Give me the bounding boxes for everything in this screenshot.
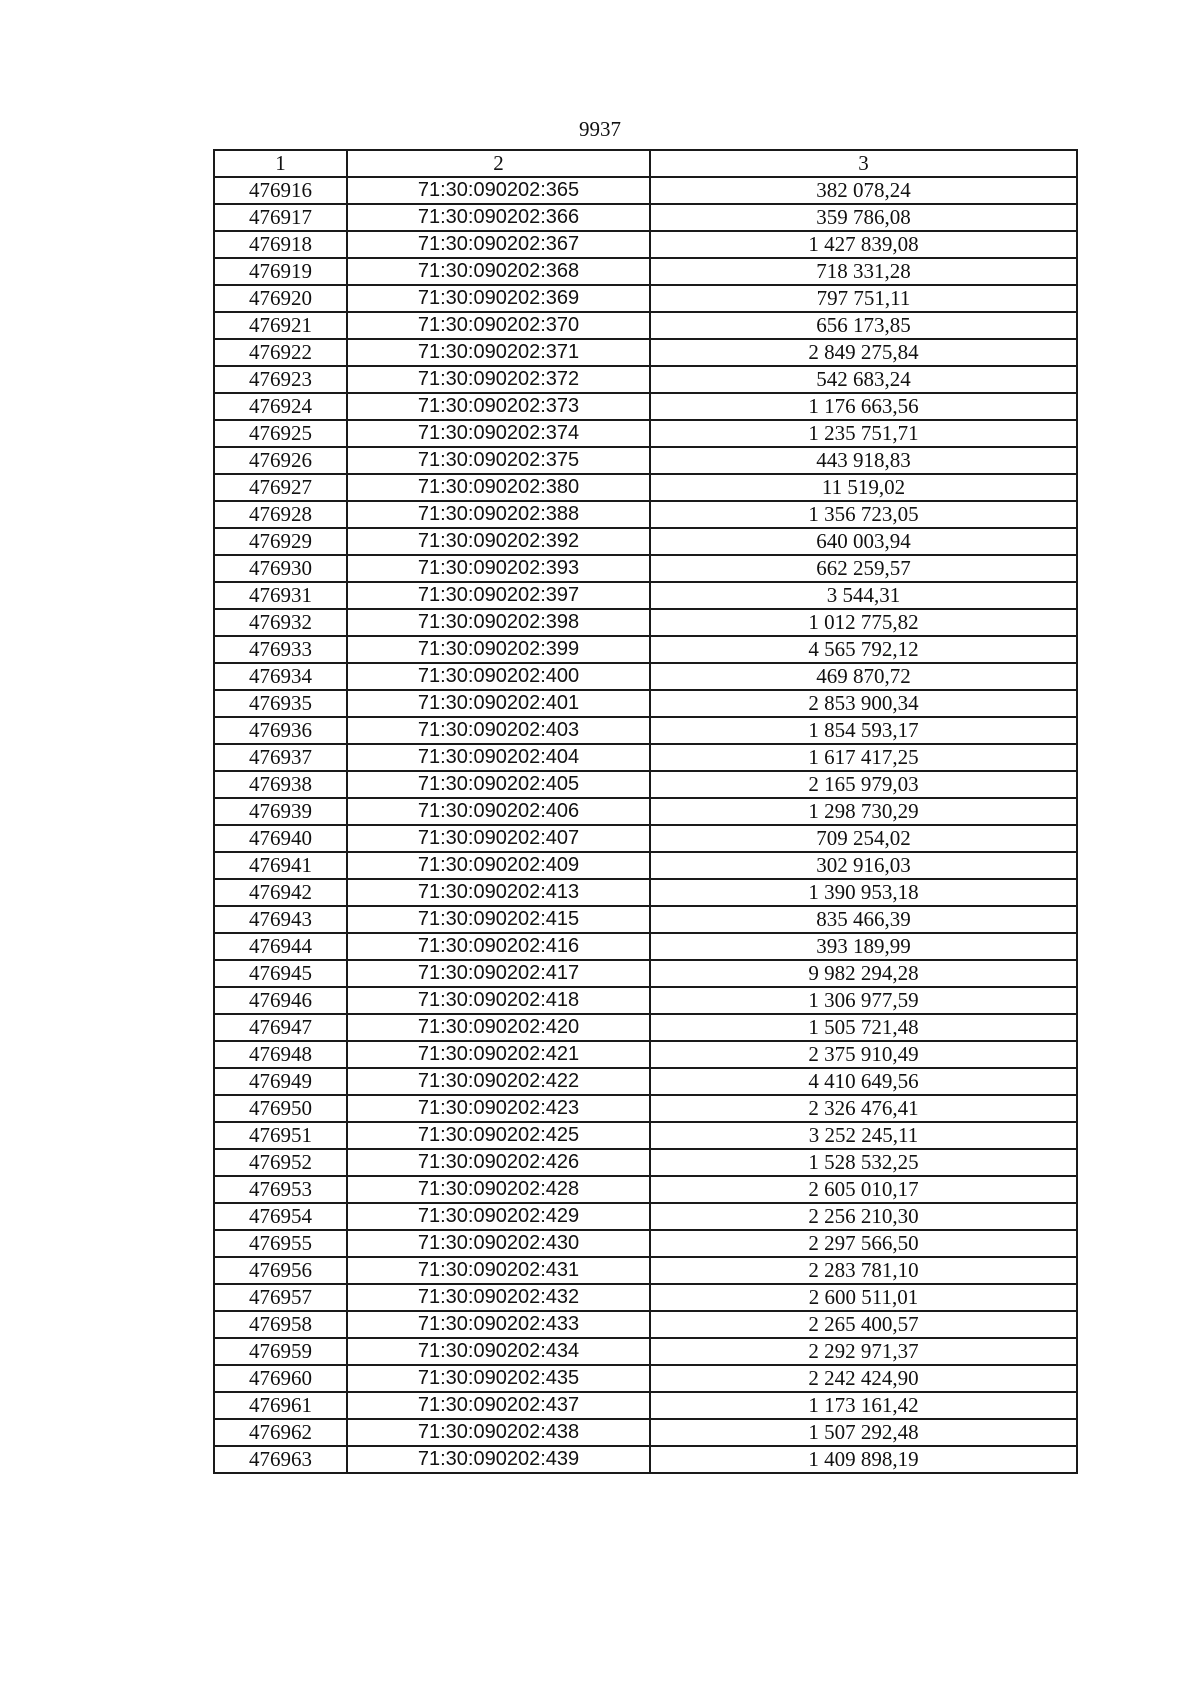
table-row xyxy=(214,1014,1077,1041)
row-number-cell: 476921 xyxy=(214,312,347,339)
cadastral-number-cell: 71:30:090202:373 xyxy=(347,393,650,420)
table-row xyxy=(214,1095,1077,1122)
cadastral-number-cell: 71:30:090202:423 xyxy=(347,1095,650,1122)
row-number-cell: 476949 xyxy=(214,1068,347,1095)
table-row xyxy=(214,744,1077,771)
value-cell: 1 235 751,71 xyxy=(650,420,1077,447)
table-row xyxy=(214,933,1077,960)
table-row xyxy=(214,1338,1077,1365)
cadastral-number-cell: 71:30:090202:439 xyxy=(347,1446,650,1473)
data-table xyxy=(213,149,1078,1474)
value-cell: 1 173 161,42 xyxy=(650,1392,1077,1419)
row-number-cell: 476943 xyxy=(214,906,347,933)
column-header-3: 3 xyxy=(650,150,1077,177)
cadastral-number-cell: 71:30:090202:392 xyxy=(347,528,650,555)
value-cell: 1 507 292,48 xyxy=(650,1419,1077,1446)
value-cell: 4 565 792,12 xyxy=(650,636,1077,663)
table-row xyxy=(214,1149,1077,1176)
row-number-cell: 476960 xyxy=(214,1365,347,1392)
value-cell: 1 427 839,08 xyxy=(650,231,1077,258)
value-cell: 2 849 275,84 xyxy=(650,339,1077,366)
row-number-cell: 476933 xyxy=(214,636,347,663)
cadastral-number-cell: 71:30:090202:417 xyxy=(347,960,650,987)
row-number-cell: 476956 xyxy=(214,1257,347,1284)
row-number-cell: 476941 xyxy=(214,852,347,879)
value-cell: 2 265 400,57 xyxy=(650,1311,1077,1338)
header-row xyxy=(214,150,1077,177)
value-cell: 797 751,11 xyxy=(650,285,1077,312)
cadastral-number-cell: 71:30:090202:421 xyxy=(347,1041,650,1068)
table-row xyxy=(214,609,1077,636)
cadastral-number-cell: 71:30:090202:428 xyxy=(347,1176,650,1203)
cadastral-number-cell: 71:30:090202:438 xyxy=(347,1419,650,1446)
row-number-cell: 476963 xyxy=(214,1446,347,1473)
column-header-1: 1 xyxy=(214,150,347,177)
table-row xyxy=(214,501,1077,528)
table-row xyxy=(214,906,1077,933)
value-cell: 3 252 245,11 xyxy=(650,1122,1077,1149)
value-cell: 443 918,83 xyxy=(650,447,1077,474)
row-number-cell: 476927 xyxy=(214,474,347,501)
value-cell: 640 003,94 xyxy=(650,528,1077,555)
value-cell: 469 870,72 xyxy=(650,663,1077,690)
cadastral-number-cell: 71:30:090202:401 xyxy=(347,690,650,717)
cadastral-number-cell: 71:30:090202:370 xyxy=(347,312,650,339)
table-row xyxy=(214,1419,1077,1446)
table-row xyxy=(214,1365,1077,1392)
row-number-cell: 476955 xyxy=(214,1230,347,1257)
cadastral-number-cell: 71:30:090202:434 xyxy=(347,1338,650,1365)
row-number-cell: 476934 xyxy=(214,663,347,690)
value-cell: 302 916,03 xyxy=(650,852,1077,879)
table-row xyxy=(214,717,1077,744)
value-cell: 1 854 593,17 xyxy=(650,717,1077,744)
value-cell: 1 012 775,82 xyxy=(650,609,1077,636)
row-number-cell: 476953 xyxy=(214,1176,347,1203)
cadastral-number-cell: 71:30:090202:405 xyxy=(347,771,650,798)
row-number-cell: 476916 xyxy=(214,177,347,204)
table-row xyxy=(214,960,1077,987)
row-number-cell: 476923 xyxy=(214,366,347,393)
value-cell: 2 256 210,30 xyxy=(650,1203,1077,1230)
value-cell: 2 375 910,49 xyxy=(650,1041,1077,1068)
value-cell: 2 165 979,03 xyxy=(650,771,1077,798)
table-row xyxy=(214,1284,1077,1311)
cadastral-number-cell: 71:30:090202:415 xyxy=(347,906,650,933)
cadastral-number-cell: 71:30:090202:425 xyxy=(347,1122,650,1149)
table-header xyxy=(214,150,1077,177)
value-cell: 2 292 971,37 xyxy=(650,1338,1077,1365)
cadastral-number-cell: 71:30:090202:407 xyxy=(347,825,650,852)
value-cell: 1 306 977,59 xyxy=(650,987,1077,1014)
row-number-cell: 476918 xyxy=(214,231,347,258)
table-row xyxy=(214,555,1077,582)
cadastral-number-cell: 71:30:090202:369 xyxy=(347,285,650,312)
value-cell: 1 528 532,25 xyxy=(650,1149,1077,1176)
table-row xyxy=(214,393,1077,420)
row-number-cell: 476936 xyxy=(214,717,347,744)
value-cell: 382 078,24 xyxy=(650,177,1077,204)
row-number-cell: 476939 xyxy=(214,798,347,825)
cadastral-number-cell: 71:30:090202:397 xyxy=(347,582,650,609)
row-number-cell: 476944 xyxy=(214,933,347,960)
row-number-cell: 476917 xyxy=(214,204,347,231)
cadastral-number-cell: 71:30:090202:406 xyxy=(347,798,650,825)
table-row xyxy=(214,663,1077,690)
value-cell: 11 519,02 xyxy=(650,474,1077,501)
value-cell: 2 600 511,01 xyxy=(650,1284,1077,1311)
row-number-cell: 476945 xyxy=(214,960,347,987)
table-row xyxy=(214,690,1077,717)
cadastral-number-cell: 71:30:090202:420 xyxy=(347,1014,650,1041)
value-cell: 835 466,39 xyxy=(650,906,1077,933)
cadastral-number-cell: 71:30:090202:435 xyxy=(347,1365,650,1392)
row-number-cell: 476929 xyxy=(214,528,347,555)
value-cell: 2 283 781,10 xyxy=(650,1257,1077,1284)
cadastral-number-cell: 71:30:090202:431 xyxy=(347,1257,650,1284)
row-number-cell: 476942 xyxy=(214,879,347,906)
value-cell: 4 410 649,56 xyxy=(650,1068,1077,1095)
cadastral-number-cell: 71:30:090202:388 xyxy=(347,501,650,528)
table-row xyxy=(214,312,1077,339)
row-number-cell: 476931 xyxy=(214,582,347,609)
cadastral-number-cell: 71:30:090202:375 xyxy=(347,447,650,474)
table-row xyxy=(214,1041,1077,1068)
cadastral-number-cell: 71:30:090202:371 xyxy=(347,339,650,366)
table-row xyxy=(214,258,1077,285)
cadastral-number-cell: 71:30:090202:409 xyxy=(347,852,650,879)
row-number-cell: 476954 xyxy=(214,1203,347,1230)
row-number-cell: 476930 xyxy=(214,555,347,582)
cadastral-number-cell: 71:30:090202:437 xyxy=(347,1392,650,1419)
row-number-cell: 476961 xyxy=(214,1392,347,1419)
row-number-cell: 476937 xyxy=(214,744,347,771)
table-row xyxy=(214,420,1077,447)
cadastral-number-cell: 71:30:090202:365 xyxy=(347,177,650,204)
row-number-cell: 476920 xyxy=(214,285,347,312)
value-cell: 542 683,24 xyxy=(650,366,1077,393)
table-row xyxy=(214,582,1077,609)
row-number-cell: 476951 xyxy=(214,1122,347,1149)
value-cell: 718 331,28 xyxy=(650,258,1077,285)
value-cell: 1 298 730,29 xyxy=(650,798,1077,825)
table-row xyxy=(214,1311,1077,1338)
value-cell: 1 356 723,05 xyxy=(650,501,1077,528)
cadastral-number-cell: 71:30:090202:430 xyxy=(347,1230,650,1257)
row-number-cell: 476926 xyxy=(214,447,347,474)
cadastral-number-cell: 71:30:090202:422 xyxy=(347,1068,650,1095)
row-number-cell: 476925 xyxy=(214,420,347,447)
column-header-2: 2 xyxy=(347,150,650,177)
table-row xyxy=(214,825,1077,852)
row-number-cell: 476962 xyxy=(214,1419,347,1446)
row-number-cell: 476940 xyxy=(214,825,347,852)
row-number-cell: 476924 xyxy=(214,393,347,420)
row-number-cell: 476947 xyxy=(214,1014,347,1041)
value-cell: 709 254,02 xyxy=(650,825,1077,852)
row-number-cell: 476938 xyxy=(214,771,347,798)
cadastral-number-cell: 71:30:090202:413 xyxy=(347,879,650,906)
table-row xyxy=(214,852,1077,879)
table-row xyxy=(214,285,1077,312)
table-row xyxy=(214,1392,1077,1419)
table-row xyxy=(214,1203,1077,1230)
value-cell: 1 617 417,25 xyxy=(650,744,1077,771)
table-row xyxy=(214,1446,1077,1473)
row-number-cell: 476950 xyxy=(214,1095,347,1122)
table-row xyxy=(214,987,1077,1014)
value-cell: 1 390 953,18 xyxy=(650,879,1077,906)
value-cell: 359 786,08 xyxy=(650,204,1077,231)
value-cell: 662 259,57 xyxy=(650,555,1077,582)
cadastral-number-cell: 71:30:090202:403 xyxy=(347,717,650,744)
table-row xyxy=(214,204,1077,231)
row-number-cell: 476946 xyxy=(214,987,347,1014)
row-number-cell: 476928 xyxy=(214,501,347,528)
table-row xyxy=(214,1176,1077,1203)
cadastral-number-cell: 71:30:090202:429 xyxy=(347,1203,650,1230)
row-number-cell: 476932 xyxy=(214,609,347,636)
table-row xyxy=(214,1257,1077,1284)
cadastral-number-cell: 71:30:090202:426 xyxy=(347,1149,650,1176)
value-cell: 2 242 424,90 xyxy=(650,1365,1077,1392)
cadastral-number-cell: 71:30:090202:366 xyxy=(347,204,650,231)
cadastral-number-cell: 71:30:090202:399 xyxy=(347,636,650,663)
cadastral-number-cell: 71:30:090202:372 xyxy=(347,366,650,393)
value-cell: 656 173,85 xyxy=(650,312,1077,339)
cadastral-number-cell: 71:30:090202:398 xyxy=(347,609,650,636)
table-row xyxy=(214,474,1077,501)
value-cell: 1 505 721,48 xyxy=(650,1014,1077,1041)
cadastral-number-cell: 71:30:090202:400 xyxy=(347,663,650,690)
table-row xyxy=(214,798,1077,825)
cadastral-number-cell: 71:30:090202:380 xyxy=(347,474,650,501)
table-row xyxy=(214,177,1077,204)
value-cell: 2 853 900,34 xyxy=(650,690,1077,717)
table-row xyxy=(214,528,1077,555)
row-number-cell: 476922 xyxy=(214,339,347,366)
cadastral-number-cell: 71:30:090202:432 xyxy=(347,1284,650,1311)
value-cell: 1 409 898,19 xyxy=(650,1446,1077,1473)
cadastral-number-cell: 71:30:090202:416 xyxy=(347,933,650,960)
row-number-cell: 476957 xyxy=(214,1284,347,1311)
value-cell: 2 326 476,41 xyxy=(650,1095,1077,1122)
table-row xyxy=(214,1068,1077,1095)
cadastral-number-cell: 71:30:090202:368 xyxy=(347,258,650,285)
table-row xyxy=(214,879,1077,906)
table-row xyxy=(214,231,1077,258)
table-row xyxy=(214,366,1077,393)
value-cell: 3 544,31 xyxy=(650,582,1077,609)
cadastral-number-cell: 71:30:090202:374 xyxy=(347,420,650,447)
table-row xyxy=(214,1230,1077,1257)
table-row xyxy=(214,636,1077,663)
cadastral-number-cell: 71:30:090202:404 xyxy=(347,744,650,771)
row-number-cell: 476919 xyxy=(214,258,347,285)
row-number-cell: 476935 xyxy=(214,690,347,717)
row-number-cell: 476952 xyxy=(214,1149,347,1176)
cadastral-number-cell: 71:30:090202:433 xyxy=(347,1311,650,1338)
table-body xyxy=(214,177,1077,1473)
table-row xyxy=(214,771,1077,798)
table-row xyxy=(214,1122,1077,1149)
row-number-cell: 476948 xyxy=(214,1041,347,1068)
value-cell: 2 297 566,50 xyxy=(650,1230,1077,1257)
value-cell: 2 605 010,17 xyxy=(650,1176,1077,1203)
table-row xyxy=(214,339,1077,366)
value-cell: 1 176 663,56 xyxy=(650,393,1077,420)
cadastral-number-cell: 71:30:090202:393 xyxy=(347,555,650,582)
row-number-cell: 476958 xyxy=(214,1311,347,1338)
page-number: 9937 xyxy=(579,117,621,141)
row-number-cell: 476959 xyxy=(214,1338,347,1365)
cadastral-number-cell: 71:30:090202:367 xyxy=(347,231,650,258)
value-cell: 393 189,99 xyxy=(650,933,1077,960)
cadastral-number-cell: 71:30:090202:418 xyxy=(347,987,650,1014)
table-row xyxy=(214,447,1077,474)
value-cell: 9 982 294,28 xyxy=(650,960,1077,987)
